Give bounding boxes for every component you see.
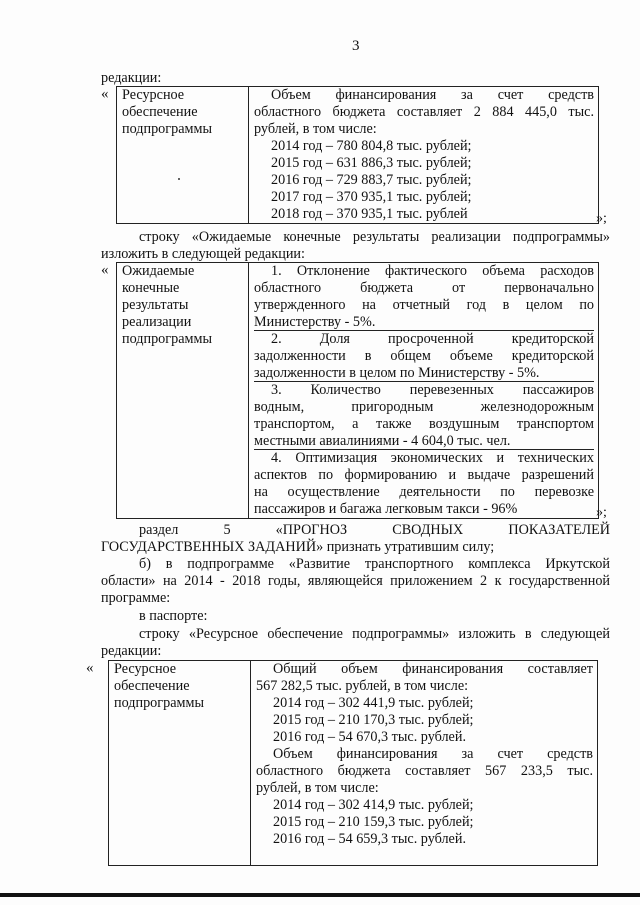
content-line: задолженности в общем объеме кредиторской — [254, 348, 594, 364]
table-label-cell — [117, 87, 249, 224]
label-line: результаты — [122, 297, 189, 313]
label-line: Ожидаемые — [122, 263, 195, 279]
content-line: 2015 год – 210 159,3 тыс. рублей; — [273, 814, 474, 830]
content-line: 2016 год – 729 883,7 тыс. рублей; — [271, 172, 472, 188]
opening-quote: « — [86, 660, 94, 676]
label-line: подпрограммы — [122, 331, 212, 347]
content-line: местными авиалиниями - 4 604,0 тыс. чел. — [254, 433, 594, 450]
opening-quote: « — [101, 86, 109, 102]
text-line: в паспорте: — [139, 608, 208, 624]
content-line: 4. Оптимизация экономических и технических — [271, 450, 594, 466]
content-line: 2017 год – 370 935,1 тыс. рублей; — [271, 189, 472, 205]
content-line: на осуществление деятельности по перевозке — [254, 484, 594, 500]
table-content-cell — [251, 661, 598, 866]
text-line: строку «Ожидаемые конечные результаты реализации подпрограммы» — [139, 229, 610, 245]
label-line: реализации — [122, 314, 192, 330]
content-line: 2014 год – 780 804,8 тыс. рублей; — [271, 138, 472, 154]
text-line: области» на 2014 - 2018 годы, являющейся приложением 2 к государственной — [101, 573, 610, 589]
table-label-cell — [109, 661, 251, 866]
scan-edge — [0, 893, 640, 897]
content-line: 2016 год – 54 670,3 тыс. рублей. — [273, 729, 466, 745]
content-line: транспортом, а также воздушным транспортом — [254, 416, 594, 432]
content-line: 1. Отклонение фактического объема расходов — [271, 263, 594, 279]
label-line: конечные — [122, 280, 180, 296]
content-line: водным, пригородным железнодорожным — [254, 399, 594, 415]
label-line: подпрограммы — [114, 695, 204, 711]
content-line: 2016 год – 54 659,3 тыс. рублей. — [273, 831, 466, 847]
text-line: б) в подпрограмме «Развитие транспортного комплекса Иркутской — [139, 556, 610, 572]
content-line: областного бюджета составляет 567 233,5 тыс. — [256, 763, 593, 779]
content-line: 2014 год – 302 441,9 тыс. рублей; — [273, 695, 474, 711]
content-line: рублей, в том числе: — [256, 780, 379, 796]
text-line: редакции: — [101, 643, 162, 659]
page-number: 3 — [352, 38, 360, 54]
content-line: 2015 год – 631 886,3 тыс. рублей; — [271, 155, 472, 171]
content-line: 2014 год – 302 414,9 тыс. рублей; — [273, 797, 474, 813]
label-line: обеспечение — [114, 678, 190, 694]
table-label-cell — [117, 263, 249, 519]
content-line: 3. Количество перевезенных пассажиров — [271, 382, 594, 398]
closing-quote: »; — [596, 505, 607, 520]
content-line: 2. Доля просроченной кредиторской — [271, 331, 594, 347]
text-line: редакции: — [101, 70, 162, 86]
content-line: пассажиров и багажа легковым такси - 96% — [254, 501, 518, 517]
text-line: программе: — [101, 590, 171, 606]
content-line: Общий объем финансирования составляет — [273, 661, 593, 677]
table-content-cell — [249, 263, 599, 519]
content-line: задолженности в целом по Министерству - 5%. — [254, 365, 594, 382]
label-line: обеспечение — [122, 104, 198, 120]
label-line: Ресурсное — [114, 661, 177, 677]
resource-table-1 — [116, 86, 599, 224]
content-line: утвержденного на отчетный год в целом по — [254, 297, 594, 313]
content-line: 2015 год – 210 170,3 тыс. рублей; — [273, 712, 474, 728]
content-line: аспектов по формированию и выдаче разрешений — [254, 467, 594, 483]
content-line: 2018 год – 370 935,1 тыс. рублей — [271, 206, 468, 222]
label-line: подпрограммы — [122, 121, 212, 137]
closing-quote: »; — [596, 211, 607, 226]
text-line: изложить в следующей редакции: — [101, 246, 305, 262]
opening-quote: « — [101, 262, 109, 278]
content-line: рублей, в том числе: — [254, 121, 377, 137]
label-line: Ресурсное — [122, 87, 185, 103]
resource-table-2 — [108, 660, 598, 866]
content-line: 567 282,5 тыс. рублей, в том числе: — [256, 678, 469, 694]
content-line: Объем финансирования за счет средств — [271, 87, 594, 103]
content-line: Министерству - 5%. — [254, 314, 594, 331]
text-line: строку «Ресурсное обеспечение подпрограммы» изложить в следующей — [139, 626, 610, 642]
content-line: областного бюджета от первоначально — [254, 280, 594, 296]
text-line: раздел 5 «ПРОГНОЗ СВОДНЫХ ПОКАЗАТЕЛЕЙ — [139, 522, 610, 538]
content-line: областного бюджета составляет 2 884 445,0 тыс. — [254, 104, 594, 120]
results-table — [116, 262, 599, 519]
table-content-cell — [249, 87, 599, 224]
content-line: Объем финансирования за счет средств — [273, 746, 593, 762]
text-line: ГОСУДАРСТВЕННЫХ ЗАДАНИЙ» признать утратившим силу; — [101, 539, 495, 555]
